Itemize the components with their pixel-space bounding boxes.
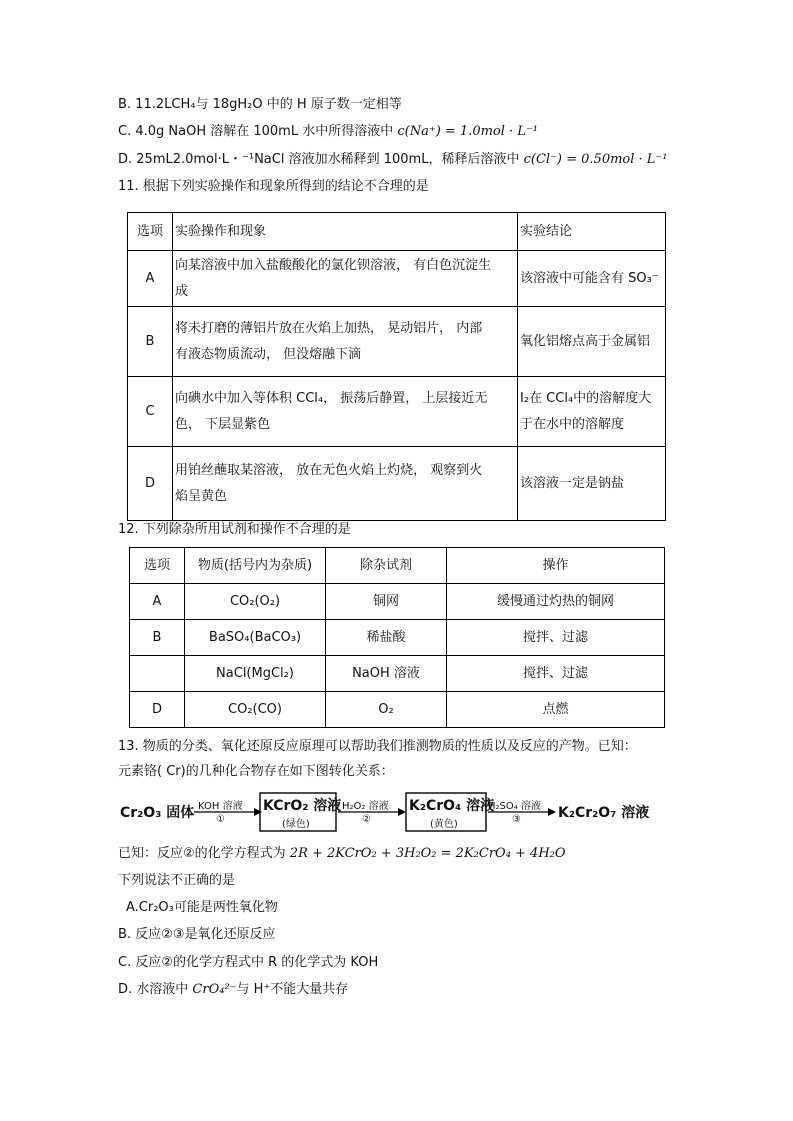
q13-option-d-math: CrO₄²⁻	[192, 982, 237, 997]
diagram-step-1: ①	[216, 814, 225, 825]
row-option: A	[130, 584, 185, 620]
q10-option-d-math: c(Cl⁻) = 0.50mol · L⁻¹	[523, 152, 668, 167]
operation-line: 用铂丝蘸取某溶液， 放在无色火焰上灼烧， 观察到火	[175, 462, 483, 478]
row-option: B	[128, 307, 173, 377]
q11-stem: 11. 根据下列实验操作和现象所得到的结论不合理的是	[118, 179, 429, 194]
conclusion-line: I₂在 CCl₄中的溶解度大	[520, 390, 652, 406]
table-header-row	[130, 548, 665, 584]
diagram-box2-top: K₂CrO₄ 溶液	[409, 798, 495, 814]
row-conclusion	[518, 251, 666, 307]
q10-option-d	[118, 151, 668, 169]
q13-ask: 下列说法不正确的是	[118, 873, 236, 888]
row-option: D	[128, 447, 173, 521]
table-row	[128, 251, 666, 307]
table-row	[130, 692, 665, 728]
reaction-diagram	[120, 792, 650, 836]
operation-line: 成	[175, 283, 189, 299]
header-conclusion: 实验结论	[518, 213, 666, 251]
operation-line: 向某溶液中加入盐酸酸化的氯化钡溶液， 有白色沉淀生	[175, 257, 492, 273]
q10-option-b: B. 11.2LCH₄与 18gH₂O 中的 H 原子数一定相等	[118, 97, 402, 112]
q10-option-c-text: C. 4.0g NaOH 溶解在 100mL 水中所得溶液中	[118, 124, 394, 139]
row-reagent: 铜网	[326, 584, 447, 620]
header-reagent: 除杂试剂	[326, 548, 447, 584]
header-substance: 物质(括号内为杂质)	[185, 548, 326, 584]
conclusion-line: 于在水中的溶解度	[520, 416, 625, 432]
operation-line: 色， 下层显紫色	[175, 416, 271, 432]
table-row	[128, 377, 666, 447]
diagram-start: Cr₂O₃ 固体	[120, 805, 195, 821]
q13-option-b: B. 反应②③是氧化还原反应	[118, 927, 276, 942]
q13-option-d-text: D. 水溶液中	[118, 982, 189, 997]
operation-line: 焰呈黄色	[175, 488, 228, 504]
q13-known-equation: 2R + 2KCrO₂ + 3H₂O₂ = 2K₂CrO₄ + 4H₂O	[289, 846, 566, 861]
q10-option-c	[118, 123, 538, 141]
row-substance: BaSO₄(BaCO₃)	[185, 620, 326, 656]
row-operation	[173, 447, 518, 521]
header-option: 选项	[130, 548, 185, 584]
row-operation	[173, 377, 518, 447]
table-row	[130, 656, 665, 692]
row-conclusion	[518, 307, 666, 377]
diagram-step-2: ②	[362, 814, 371, 825]
row-option: C	[128, 377, 173, 447]
row-option: B	[130, 620, 185, 656]
q12-stem: 12. 下列除杂所用试剂和操作不合理的是	[118, 522, 351, 537]
conclusion-line: 氧化铝熔点高于金属铝	[520, 333, 651, 349]
q13-stem-line2: 元素铬( Cr)的几种化合物存在如下图转化关系：	[118, 764, 394, 779]
row-operation: 搅拌、过滤	[447, 620, 665, 656]
q10-option-c-math: c(Na⁺) = 1.0mol · L⁻¹	[397, 124, 539, 139]
diagram-box2-bottom: (黄色)	[430, 819, 458, 830]
header-option: 选项	[128, 213, 173, 251]
diagram-reagent-3: H₂SO₄ 溶液	[488, 801, 541, 812]
row-substance: CO₂(O₂)	[185, 584, 326, 620]
q10-option-d-text: D. 25mL2.0mol·L・⁻¹NaCl 溶液加水稀释到 100mL，稀释后溶液中	[118, 152, 520, 167]
table-row	[128, 447, 666, 521]
q13-option-a: A.Cr₂O₃可能是两性氧化物	[126, 900, 278, 915]
q13-stem-line1: 13. 物质的分类、氧化还原反应原理可以帮助我们推测物质的性质以及反应的产物。已知：	[118, 739, 637, 754]
row-substance: NaCl(MgCl₂)	[185, 656, 326, 692]
row-substance: CO₂(CO)	[185, 692, 326, 728]
table-row	[130, 620, 665, 656]
row-operation	[173, 251, 518, 307]
header-operation: 实验操作和现象	[173, 213, 518, 251]
diagram-end: K₂Cr₂O₇ 溶液	[558, 805, 650, 821]
diagram-box1-top: KCrO₂ 溶液	[263, 798, 342, 814]
row-conclusion	[518, 377, 666, 447]
row-conclusion	[518, 447, 666, 521]
header-operation: 操作	[447, 548, 665, 584]
row-operation	[173, 307, 518, 377]
row-reagent: 稀盐酸	[326, 620, 447, 656]
diagram-box1-bottom: (绿色)	[282, 819, 310, 830]
table-row	[128, 307, 666, 377]
row-operation: 搅拌、过滤	[447, 656, 665, 692]
diagram-step-3: ③	[512, 814, 521, 825]
q13-option-d	[118, 981, 348, 999]
row-option: D	[130, 692, 185, 728]
operation-line: 有液态物质流动， 但没熔融下滴	[175, 346, 362, 362]
q13-known-text: 已知：反应②的化学方程式为	[118, 846, 286, 861]
q13-known	[118, 845, 566, 863]
diagram-reagent-2: H₂O₂ 溶液	[342, 801, 389, 812]
row-reagent: NaOH 溶液	[326, 656, 447, 692]
table-row	[130, 584, 665, 620]
row-operation: 点燃	[447, 692, 665, 728]
diagram-reagent-1: KOH 溶液	[198, 801, 243, 812]
row-operation: 缓慢通过灼热的铜网	[447, 584, 665, 620]
q13-option-d-tail: 与 H⁺不能大量共存	[236, 982, 349, 997]
conclusion-line: 该溶液中可能含有 SO₃⁻	[520, 270, 659, 286]
q12-table	[129, 547, 665, 728]
q11-table	[127, 212, 666, 521]
operation-line: 将未打磨的薄铝片放在火焰上加热， 晃动铝片， 内部	[175, 320, 483, 336]
row-option: A	[128, 251, 173, 307]
row-option	[130, 656, 185, 692]
table-header-row	[128, 213, 666, 251]
conclusion-line: 该溶液一定是钠盐	[520, 475, 625, 491]
row-reagent: O₂	[326, 692, 447, 728]
q13-option-c: C. 反应②的化学方程式中 R 的化学式为 KOH	[118, 955, 379, 970]
operation-line: 向碘水中加入等体积 CCl₄， 振荡后静置， 上层接近无	[175, 390, 488, 406]
